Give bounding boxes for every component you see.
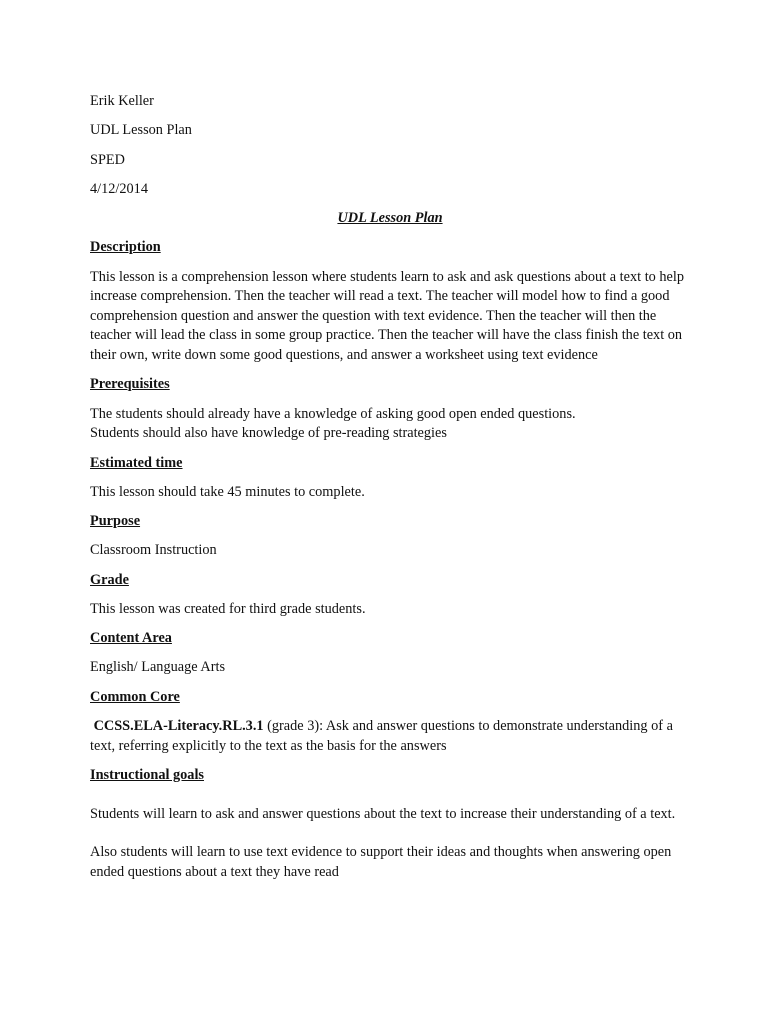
instructional-goal: Students will learn to ask and answer questions about the text to increase their understanding of a text.: [90, 805, 676, 822]
description-text: This lesson is a comprehension lesson where students learn to ask and ask questions about a text to help increase comprehension. Then the teacher will read a text. The teacher will model how to find a good comprehension question and answer the question with text evidence. Then the teacher will then the teacher will lead the class in some group practice. Then the teacher will have the class finish the text on their own, write down some good questions, and answer a worksheet using text evidence: [90, 268, 684, 364]
prerequisite-line: Students should also have knowledge of pre-reading strategies: [90, 425, 447, 442]
author-name: Erik Keller: [90, 93, 154, 109]
document-date: 4/12/2014: [90, 180, 148, 197]
prerequisites-text: [90, 405, 690, 444]
grade-heading: Grade: [90, 571, 129, 588]
standard-code: CCSS.ELA-Literacy.RL.3.1: [93, 718, 264, 735]
description-heading: Description: [90, 239, 161, 256]
estimated-time-heading: Estimated time: [90, 454, 183, 471]
purpose-heading: Purpose: [90, 513, 141, 530]
document-header: [90, 92, 690, 199]
instructional-goals-heading: Instructional goals: [90, 766, 204, 783]
standard-description: (grade 3): Ask and answer questions to demonstrate understanding of a text, referring explicitly to the text as the basis for the answers: [90, 718, 673, 754]
common-core-text: [90, 717, 690, 756]
prerequisite-line: The students should already have a knowledge of asking good open ended questions.: [90, 405, 576, 422]
document-type: UDL Lesson Plan: [90, 122, 192, 139]
instructional-goal: Also students will learn to use text evidence to support their ideas and thoughts when answering open ended questions about a text they have read: [90, 844, 672, 880]
content-area-heading: Content Area: [90, 630, 172, 647]
content-area-text: English/ Language Arts: [90, 659, 226, 676]
document-body: [90, 92, 690, 892]
common-core-heading: Common Core: [90, 688, 180, 705]
estimated-time-text: This lesson should take 45 minutes to complete.: [90, 483, 365, 500]
purpose-text: Classroom Instruction: [90, 542, 217, 559]
grade-text: This lesson was created for third grade students.: [90, 600, 366, 617]
department: SPED: [90, 151, 125, 168]
prerequisites-heading: Prerequisites: [90, 376, 170, 393]
document-title: UDL Lesson Plan: [337, 210, 443, 227]
